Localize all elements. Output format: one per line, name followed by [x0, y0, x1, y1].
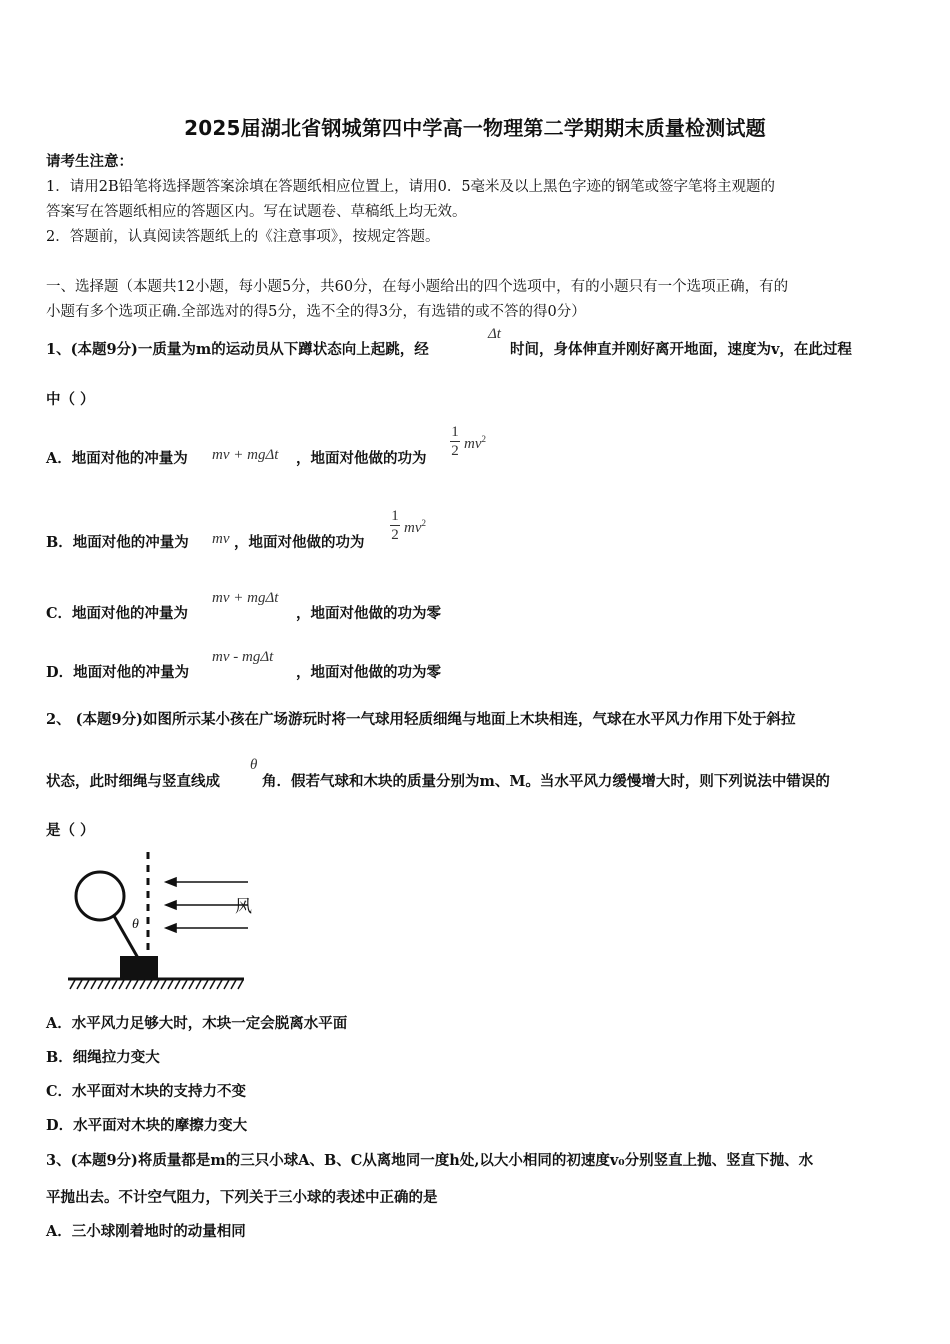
hatch-mark — [154, 980, 159, 989]
q1-option-a-expr: mv + mgΔt — [212, 447, 279, 463]
q3-option-a: A．三小球刚着地时的动量相同 — [46, 1223, 246, 1240]
q1-stem-c: 中（ ） — [46, 391, 95, 408]
hatch-mark — [161, 980, 166, 989]
wooden-block — [120, 956, 158, 978]
hatch-mark — [175, 980, 180, 989]
q1-option-a-mv2 — [464, 434, 486, 453]
balloon-wind-figure — [62, 848, 252, 996]
notice-line-2: 2．答题前，认真阅读答题纸上的《注意事项》，按规定答题。 — [46, 229, 440, 245]
q2-option-b: B．细绳拉力变大 — [46, 1049, 160, 1066]
q1-stem-b: 时间，身体伸直并刚好离开地面，速度为v，在此过程 — [510, 341, 852, 358]
fraction-denominator: 2 — [391, 527, 399, 543]
superscript: 2 — [481, 434, 486, 444]
hatch-mark — [70, 980, 75, 989]
mv-text: mv — [464, 436, 482, 452]
hatch-mark — [112, 980, 117, 989]
mv-text: mv — [404, 520, 422, 536]
q1-option-d-expr: mv - mgΔt — [212, 649, 274, 665]
section1-line-2: 小题有多个选项正确.全部选对的得5分，选不全的得3分，有选错的或不答的得0分） — [46, 304, 586, 320]
ground-hatching — [70, 980, 243, 989]
hatch-mark — [224, 980, 229, 989]
hatch-mark — [140, 980, 145, 989]
hatch-mark — [231, 980, 236, 989]
q1-option-c-mid: ，地面对他做的功为零 — [296, 605, 441, 622]
q2-stem-c: 是（ ） — [46, 822, 95, 839]
hatch-mark — [217, 980, 222, 989]
hatch-mark — [133, 980, 138, 989]
q2-option-d: D．水平面对木块的摩擦力变大 — [46, 1117, 248, 1134]
hatch-mark — [77, 980, 82, 989]
wind-label: 风 — [235, 897, 252, 916]
q2-stem-b1: 状态，此时细绳与竖直线成 — [46, 773, 220, 790]
q2-stem-b2: 角．假若气球和木块的质量分别为m、M。当水平风力缓慢增大时，则下列说法中错误的 — [262, 773, 830, 790]
q1-option-b-mv2 — [404, 518, 426, 537]
hatch-mark — [196, 980, 201, 989]
superscript: 2 — [421, 518, 426, 528]
q3-stem-b: 平抛出去。不计空气阻力，下列关于三小球的表述中正确的是 — [46, 1189, 438, 1206]
hatch-mark — [168, 980, 173, 989]
hatch-mark — [98, 980, 103, 989]
page-title: 2025届湖北省钢城第四中学高一物理第二学期期末质量检测试题 — [184, 116, 766, 140]
balloon — [76, 872, 124, 920]
q2-theta: θ — [250, 757, 258, 773]
q1-option-c-expr: mv + mgΔt — [212, 590, 279, 606]
q1-option-a-label: A．地面对他的冲量为 — [46, 450, 188, 467]
hatch-mark — [105, 980, 110, 989]
q1-option-b-fraction — [388, 508, 402, 543]
notice-line-1b: 答案写在答题纸相应的答题区内。写在试题卷、草稿纸上均无效。 — [46, 204, 467, 220]
q1-option-d-label: D．地面对他的冲量为 — [46, 664, 190, 681]
hatch-mark — [119, 980, 124, 989]
q2-stem-a: 2、 (本题9分)如图所示某小孩在广场游玩时将一气球用轻质细绳与地面上木块相连，气球在水平风力作用下处于斜拉 — [46, 711, 796, 728]
hatch-mark — [189, 980, 194, 989]
hatch-mark — [147, 980, 152, 989]
q1-option-c-label: C．地面对他的冲量为 — [46, 605, 189, 622]
fraction-numerator: 1 — [391, 508, 399, 524]
q1-delta-t: Δt — [488, 326, 501, 342]
hatch-mark — [203, 980, 208, 989]
notice-line-1a: 1．请用2B铅笔将选择题答案涂填在答题纸相应位置上，请用0．5毫米及以上黑色字迹的钢笔或签字笔将主观题的 — [46, 179, 776, 195]
q1-option-b-expr: mv — [212, 531, 230, 547]
hatch-mark — [238, 980, 243, 989]
q1-option-b-label: B．地面对他的冲量为 — [46, 534, 189, 551]
hatch-mark — [210, 980, 215, 989]
q1-option-a-mid: ，地面对他做的功为 — [296, 450, 427, 467]
hatch-mark — [182, 980, 187, 989]
hatch-mark — [126, 980, 131, 989]
q1-option-d-mid: ，地面对他做的功为零 — [296, 664, 441, 681]
q1-option-a-fraction — [448, 424, 462, 459]
q2-option-a: A．水平风力足够大时，木块一定会脱离水平面 — [46, 1015, 348, 1032]
hatch-mark — [84, 980, 89, 989]
hatch-mark — [91, 980, 96, 989]
q1-option-b-mid: ，地面对他做的功为 — [234, 534, 365, 551]
section1-line-1: 一、选择题（本题共12小题，每小题5分，共60分，在每小题给出的四个选项中，有的小题只有一个选项正确，有的 — [46, 279, 789, 295]
notice-heading: 请考生注意： — [46, 153, 133, 170]
q2-option-c: C．水平面对木块的支持力不变 — [46, 1083, 247, 1100]
fraction-numerator: 1 — [451, 424, 459, 440]
fraction-denominator: 2 — [451, 443, 459, 459]
angle-label: θ — [132, 917, 139, 932]
q3-stem-a: 3、(本题9分)将质量都是m的三只小球A、B、C从离地同一度h处,以大小相同的初速度v₀分别竖直上抛、竖直下抛、水 — [46, 1152, 814, 1169]
q1-stem-a: 1、(本题9分)一质量为m的运动员从下蹲状态向上起跳，经 — [46, 341, 429, 358]
